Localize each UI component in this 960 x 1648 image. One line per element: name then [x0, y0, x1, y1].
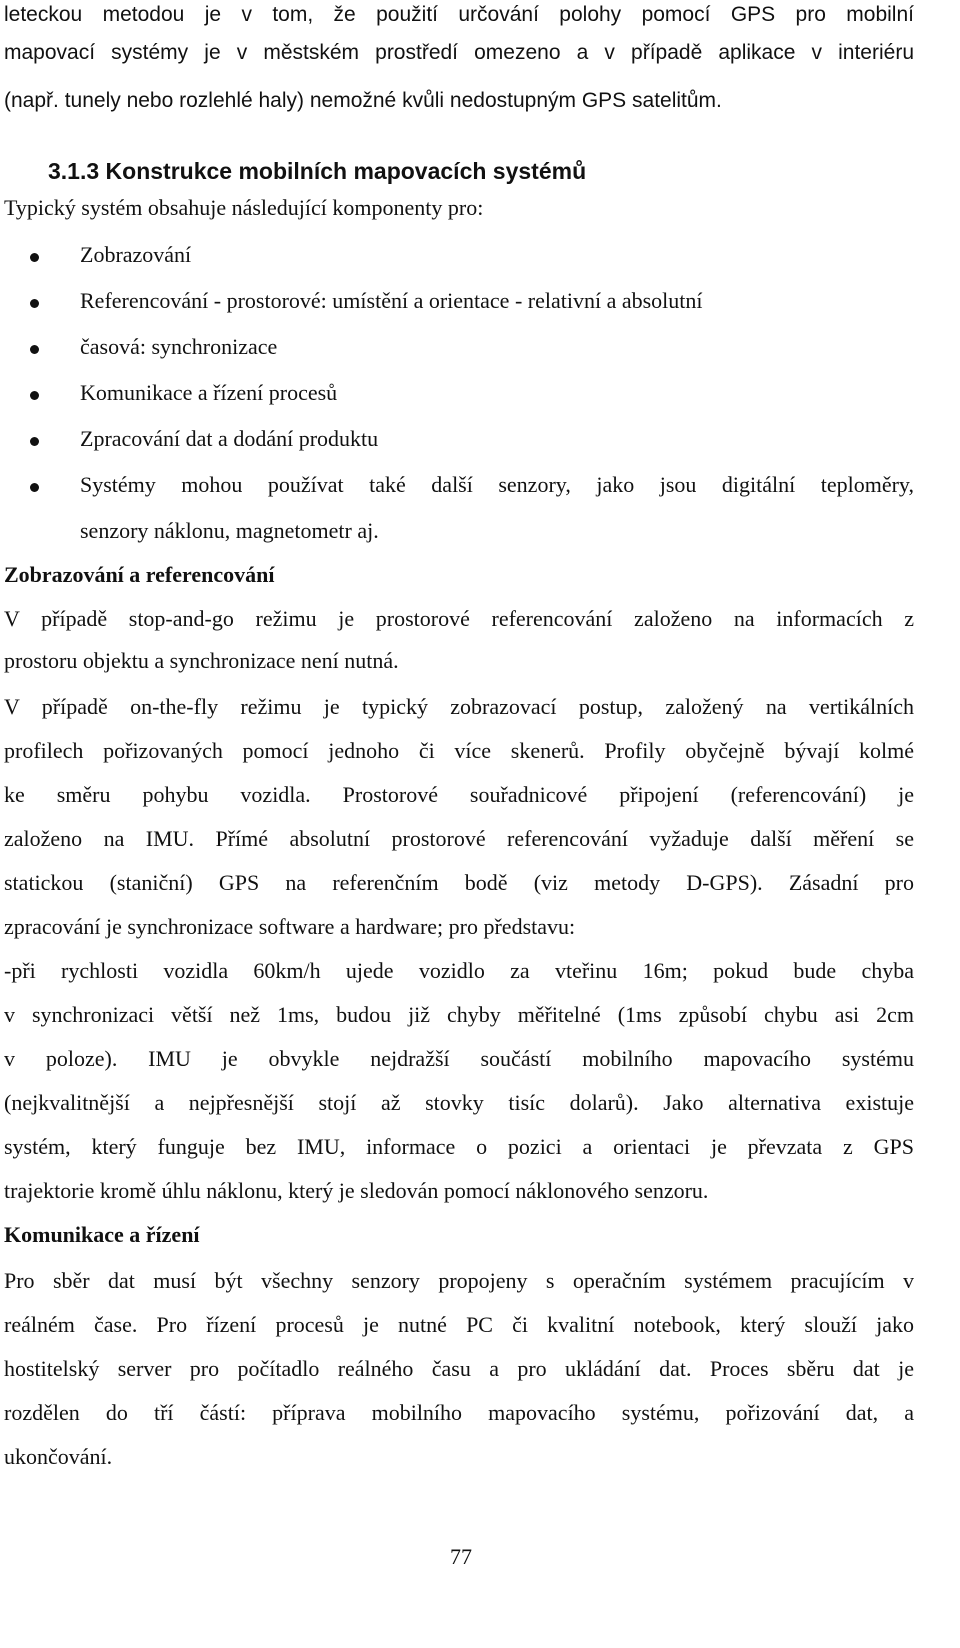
- intro-line: mapovací systémy je v městském prostředí omezeno a v případě aplikace v interiéru: [4, 41, 914, 64]
- paragraph-line: statickou (staniční) GPS na referenčním bodě (viz metody D-GPS). Zásadní pro: [4, 870, 914, 895]
- list-item: Komunikace a řízení procesů: [80, 380, 338, 405]
- list-item: Zpracování dat a dodání produktu: [80, 426, 379, 451]
- intro-line: leteckou metodou je v tom, že použití určování polohy pomocí GPS pro mobilní: [4, 3, 914, 26]
- paragraph-line: zpracování je synchronizace software a hardware; pro představu:: [4, 914, 576, 939]
- subheading-imaging: Zobrazování a referencování: [4, 562, 275, 587]
- bullet-icon: [30, 345, 39, 354]
- intro-line: (např. tunely nebo rozlehlé haly) nemožné kvůli nedostupným GPS satelitům.: [4, 89, 722, 112]
- bullet-icon: [30, 437, 39, 446]
- paragraph-line: v synchronizaci větší než 1ms, budou již chyby měřitelné (1ms způsobí chybu asi 2cm: [4, 1002, 914, 1027]
- page-number: 77: [450, 1544, 472, 1569]
- paragraph-line: (nejkvalitnější a nejpřesnější stojí až stovky tisíc dolarů). Jako alternativa existuje: [4, 1090, 914, 1115]
- bullet-icon: [30, 391, 39, 400]
- paragraph-line: systém, který funguje bez IMU, informace o pozici a orientaci je převzata z GPS: [4, 1134, 914, 1159]
- paragraph-line: založeno na IMU. Přímé absolutní prostorové referencování vyžaduje další měření se: [4, 826, 914, 851]
- bullet-icon: [30, 299, 39, 308]
- paragraph-line: reálném čase. Pro řízení procesů je nutné PC či kvalitní notebook, který slouží jako: [4, 1312, 914, 1337]
- section-heading: 3.1.3 Konstrukce mobilních mapovacích systémů: [48, 158, 587, 184]
- list-item: časová: synchronizace: [80, 334, 278, 359]
- paragraph-line: V případě stop-and-go režimu je prostorové referencování založeno na informacích z: [4, 606, 914, 631]
- bullet-icon: [30, 483, 39, 492]
- paragraph-line: rozdělen do tří částí: příprava mobilního mapovacího systému, pořizování dat, a: [4, 1400, 914, 1425]
- paragraph-line: ukončování.: [4, 1444, 113, 1469]
- bullet-icon: [30, 253, 39, 262]
- paragraph-line: trajektorie kromě úhlu náklonu, který je sledován pomocí náklonového senzoru.: [4, 1178, 709, 1203]
- paragraph-line: hostitelský server pro počítadlo reálného času a pro ukládání dat. Proces sběru dat je: [4, 1356, 914, 1381]
- list-item: Systémy mohou používat také další senzory, jako jsou digitální teploměry,: [80, 472, 914, 497]
- subheading-communication: Komunikace a řízení: [4, 1222, 200, 1247]
- section-intro: Typický systém obsahuje následující komponenty pro:: [4, 195, 484, 220]
- paragraph-line: -při rychlosti vozidla 60km/h ujede vozidlo za vteřinu 16m; pokud bude chyba: [4, 958, 914, 983]
- list-item: Referencování - prostorové: umístění a orientace - relativní a absolutní: [80, 288, 703, 313]
- list-item: Zobrazování: [80, 242, 192, 267]
- paragraph-line: prostoru objektu a synchronizace není nutná.: [4, 648, 399, 673]
- paragraph-line: V případě on-the-fly režimu je typický zobrazovací postup, založený na vertikálních: [4, 694, 914, 719]
- paragraph-line: Pro sběr dat musí být všechny senzory propojeny s operačním systémem pracujícím v: [4, 1268, 914, 1293]
- paragraph-line: v poloze). IMU je obvykle nejdražší součástí mobilního mapovacího systému: [4, 1046, 914, 1071]
- paragraph-line: profilech pořizovaných pomocí jednoho či více skenerů. Profily obyčejně bývají kolmé: [4, 738, 914, 763]
- list-item-continuation: senzory náklonu, magnetometr aj.: [80, 518, 379, 543]
- paragraph-line: ke směru pohybu vozidla. Prostorové souřadnicové připojení (referencování) je: [4, 782, 914, 807]
